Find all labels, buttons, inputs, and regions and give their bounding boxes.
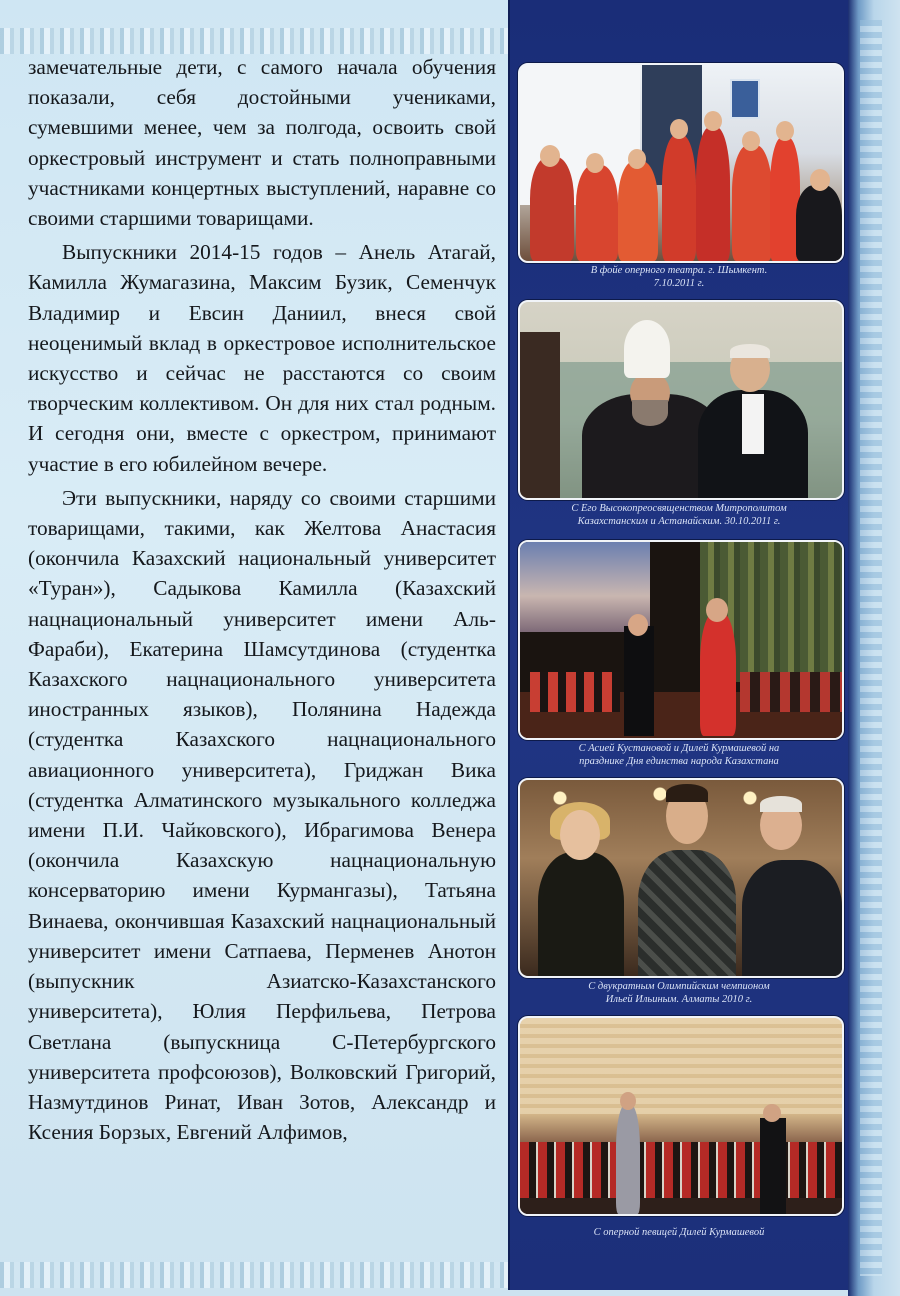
photo-1-caption-line-1: В фойе оперного театра. г. Шымкент.	[590, 265, 768, 276]
photo-2-caption-line-1: С Его Высокопреосвященством Митрополитом	[571, 503, 787, 514]
photo-olympic-champion	[518, 778, 844, 978]
photo-metropolitan	[518, 300, 844, 500]
article-paragraph-3: Эти выпускники, наряду со своими старшими товарищами, такими, как Желтова Анастасия (окончила Казахский национальный университет «Туран»), Садыкова Камилла (Казахский нацнациональный университет имени Аль-Фараби), Екатерина Шамсутдинова (студентка Казахского нацнационального университета иностранных языков), Полянина Надежда (студентка Казахского нацнационального авиационного университета), Гриджан Вика (студентка Алматинского музыкального колледжа имени П.И. Чайковского), Ибрагимова Венера (окончила Казахскую нацнациональную консерваторию имени Курмангазы), Татьяна Винаева, окончившая Казахский нацнациональный университет имени Сатпаева, Перменев Анотон (выпускник Азиатско-Казахстанского университета), Юлия Перфильева, Петрова Светлана (выпускница С-Петербургского университета профсоюзов), Волковский Григорий, Назмутдинов Ринат, Иван Зотов, Александр и Ксения Борзых, Евгений Алфимов,	[28, 485, 496, 1145]
photo-3-caption	[514, 742, 844, 768]
right-margin-ornament	[848, 0, 900, 1296]
photo-1-caption-line-2: 7.10.2011 г.	[653, 278, 705, 289]
photo-2-caption	[514, 502, 844, 528]
photo-5-caption	[514, 1226, 844, 1239]
article-text-column	[28, 52, 496, 1147]
top-ornament-border	[0, 28, 508, 54]
photo-2-caption-line-2: Казахстанским и Астанайским. 30.10.2011 г.	[577, 516, 781, 527]
photo-opera-foyer	[518, 63, 844, 263]
photo-5-caption-line-1: С оперной певицей Дилей Курмашевой	[593, 1227, 765, 1238]
article-paragraph-2: Выпускники 2014-15 годов – Анель Атагай, Камилла Жумагазина, Максим Бузик, Семенчук Владимир и Евсин Даниил, внеся свой неоценимый вклад в оркестровое исполнительское искусство и сейчас не расстаются со своим творческим коллективом. Он для них стал родным. И сегодня они, вместе с оркестром, принимают участие в его юбилейном вечере.	[28, 240, 496, 476]
bottom-ornament-border	[0, 1262, 508, 1288]
photo-unity-day-concert	[518, 540, 844, 740]
photo-1-caption	[514, 264, 844, 290]
photo-4-caption-line-2: Ильей Ильиным. Алматы 2010 г.	[605, 994, 753, 1005]
article-paragraph-1: замечательные дети, с самого начала обучения показали, себя достойными учениками, сумевшими менее, чем за полгода, освоить свой оркестровый инструмент и стать полноправными участниками концертных выступлений, наравне со своими старшими товарищами.	[28, 55, 496, 231]
photo-3-caption-line-2: празднике Дня единства народа Казахстана	[579, 756, 779, 767]
photo-4-caption-line-1: С двукратным Олимпийским чемпионом	[588, 981, 770, 992]
photo-4-caption	[514, 980, 844, 1006]
photo-3-caption-line-1: С Асией Кустановой и Дилей Курмашевой на	[578, 743, 780, 754]
photo-opera-singer-concert	[518, 1016, 844, 1216]
